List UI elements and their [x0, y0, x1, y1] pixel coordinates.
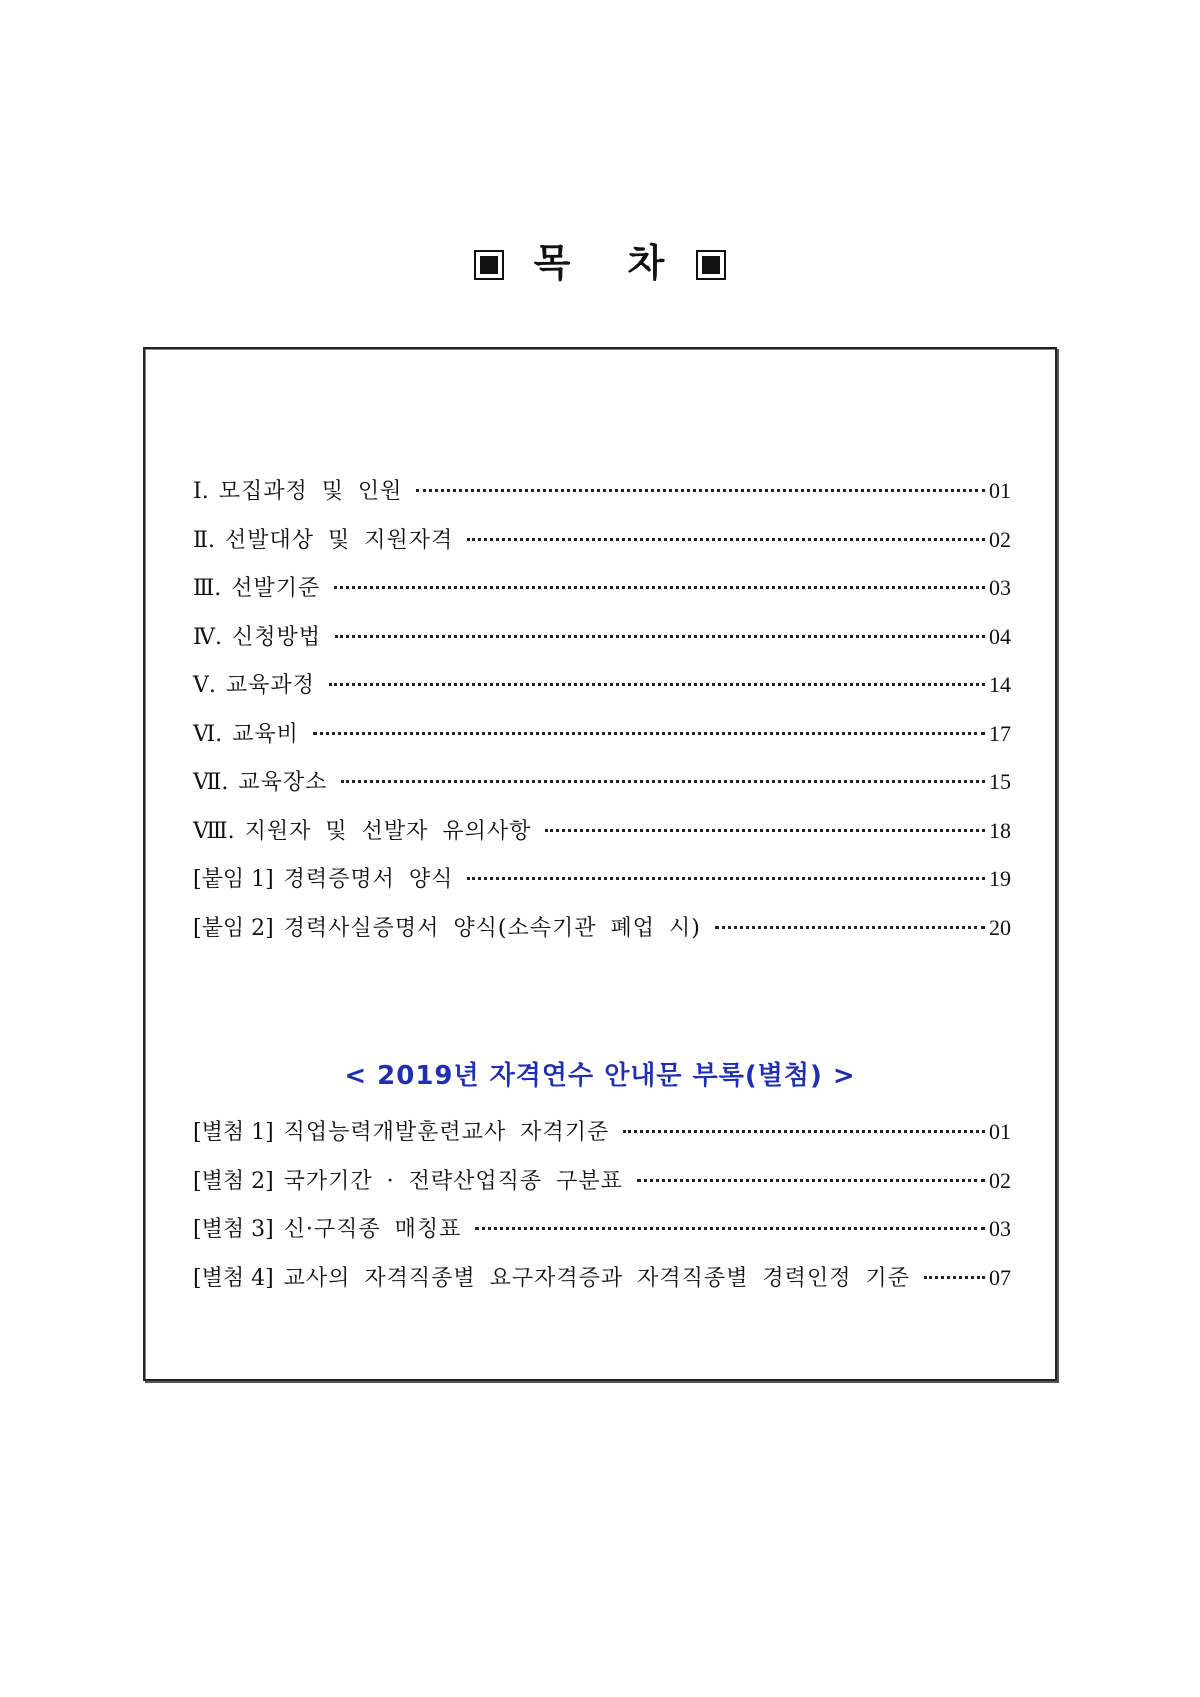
dot-leader: [416, 489, 985, 492]
toc-entry-number: Ⅰ.: [193, 479, 209, 504]
toc-entry-page: 14: [989, 672, 1011, 697]
appendix-entry-label: 직업능력개발훈련교사 자격기준: [283, 1120, 610, 1145]
toc-entry-page: 19: [989, 866, 1011, 891]
dot-leader: [341, 780, 985, 783]
appendix-entry-number: [별첨 2]: [193, 1168, 274, 1194]
toc-entry-label: 모집과정 및 인원: [218, 479, 403, 504]
toc-entry-label: 경력증명서 양식: [283, 867, 454, 892]
dot-leader: [637, 1179, 985, 1182]
toc-entry-page: 04: [989, 623, 1011, 649]
toc-entry-page: 18: [989, 817, 1011, 843]
appendix-entry-label: 국가기간 · 전략산업직종 구분표: [283, 1168, 623, 1194]
toc-entry-page: 01: [989, 478, 1011, 503]
dot-leader: [924, 1276, 985, 1279]
dot-leader: [545, 829, 985, 832]
toc-entry-label: 교육비: [232, 721, 299, 747]
toc-entry-page: 15: [989, 769, 1011, 794]
toc-entry[interactable]: [193, 767, 1011, 816]
dot-leader: [334, 586, 985, 589]
toc-entry[interactable]: [193, 816, 1011, 865]
dot-leader: [467, 877, 985, 880]
toc-entry-number: Ⅷ.: [193, 818, 235, 844]
toc-entry-number: [붙임 2]: [193, 915, 274, 941]
dot-leader: [623, 1130, 985, 1133]
toc-entry-number: [붙임 1]: [193, 867, 274, 892]
toc-entry-label: 선발대상 및 지원자격: [224, 527, 454, 553]
toc-entry-page: 02: [989, 526, 1011, 552]
toc-entry[interactable]: [193, 573, 1011, 622]
toc-entry-number: Ⅴ.: [193, 673, 216, 698]
page-title: [0, 238, 1200, 288]
dot-leader: [475, 1227, 985, 1230]
toc-entry-label: 신청방법: [231, 624, 321, 650]
appendix-entry[interactable]: [193, 1166, 1011, 1215]
toc-entry-label: 교육장소: [238, 770, 328, 795]
toc-entry-page: 03: [989, 575, 1011, 600]
toc-entry-page: 20: [989, 914, 1011, 940]
appendix-entry-label: 교사의 자격직종별 요구자격증과 자격직종별 경력인정 기준: [283, 1265, 910, 1291]
toc-entry-number: Ⅵ.: [193, 721, 223, 747]
dot-leader: [715, 926, 985, 929]
appendix-entry-number: [별첨 1]: [193, 1120, 274, 1145]
appendix-heading: < 2019년 자격연수 안내문 부록(별첨) >: [344, 1061, 856, 1091]
toc-entry[interactable]: [193, 864, 1011, 913]
toc-entry[interactable]: [193, 622, 1011, 671]
toc-entry[interactable]: [193, 525, 1011, 574]
appendix-entry[interactable]: [193, 1263, 1011, 1312]
toc-entry[interactable]: [193, 670, 1011, 719]
toc-entry-number: Ⅲ.: [193, 576, 222, 601]
toc-entry-label: 지원자 및 선발자 유의사항: [244, 818, 532, 844]
toc-entry[interactable]: [193, 719, 1011, 768]
dot-leader: [329, 683, 985, 686]
toc-entry-number: Ⅶ.: [193, 770, 229, 795]
toc-entry-label: 경력사실증명서 양식(소속기관 폐업 시): [283, 915, 701, 941]
toc-entry-label: 선발기준: [231, 576, 321, 601]
toc-entry-label: 교육과정: [225, 673, 315, 698]
toc-main-list: [193, 476, 1011, 961]
dot-leader: [467, 538, 985, 541]
toc-entry-number: Ⅳ.: [193, 624, 222, 650]
toc-entry-number: Ⅱ.: [193, 527, 215, 553]
toc-entry[interactable]: [193, 913, 1011, 962]
page-title-text: 목 차: [533, 240, 667, 285]
dot-leader: [313, 732, 985, 735]
toc-appendix-list: [193, 1117, 1011, 1311]
appendix-entry-number: [별첨 4]: [193, 1265, 274, 1291]
appendix-entry-number: [별첨 3]: [193, 1217, 274, 1242]
filled-square-icon: [696, 250, 726, 280]
table-of-contents-box: [143, 347, 1057, 1381]
toc-entry[interactable]: [193, 476, 1011, 525]
appendix-entry-label: 신·구직종 매칭표: [283, 1217, 462, 1242]
appendix-entry-page: 07: [989, 1264, 1011, 1290]
dot-leader: [335, 635, 985, 638]
appendix-entry-page: 03: [989, 1216, 1011, 1241]
appendix-entry-page: 01: [989, 1119, 1011, 1144]
filled-square-icon: [474, 250, 504, 280]
appendix-entry[interactable]: [193, 1117, 1011, 1166]
toc-entry-page: 17: [989, 720, 1011, 746]
appendix-entry-page: 02: [989, 1167, 1011, 1193]
appendix-entry[interactable]: [193, 1214, 1011, 1263]
